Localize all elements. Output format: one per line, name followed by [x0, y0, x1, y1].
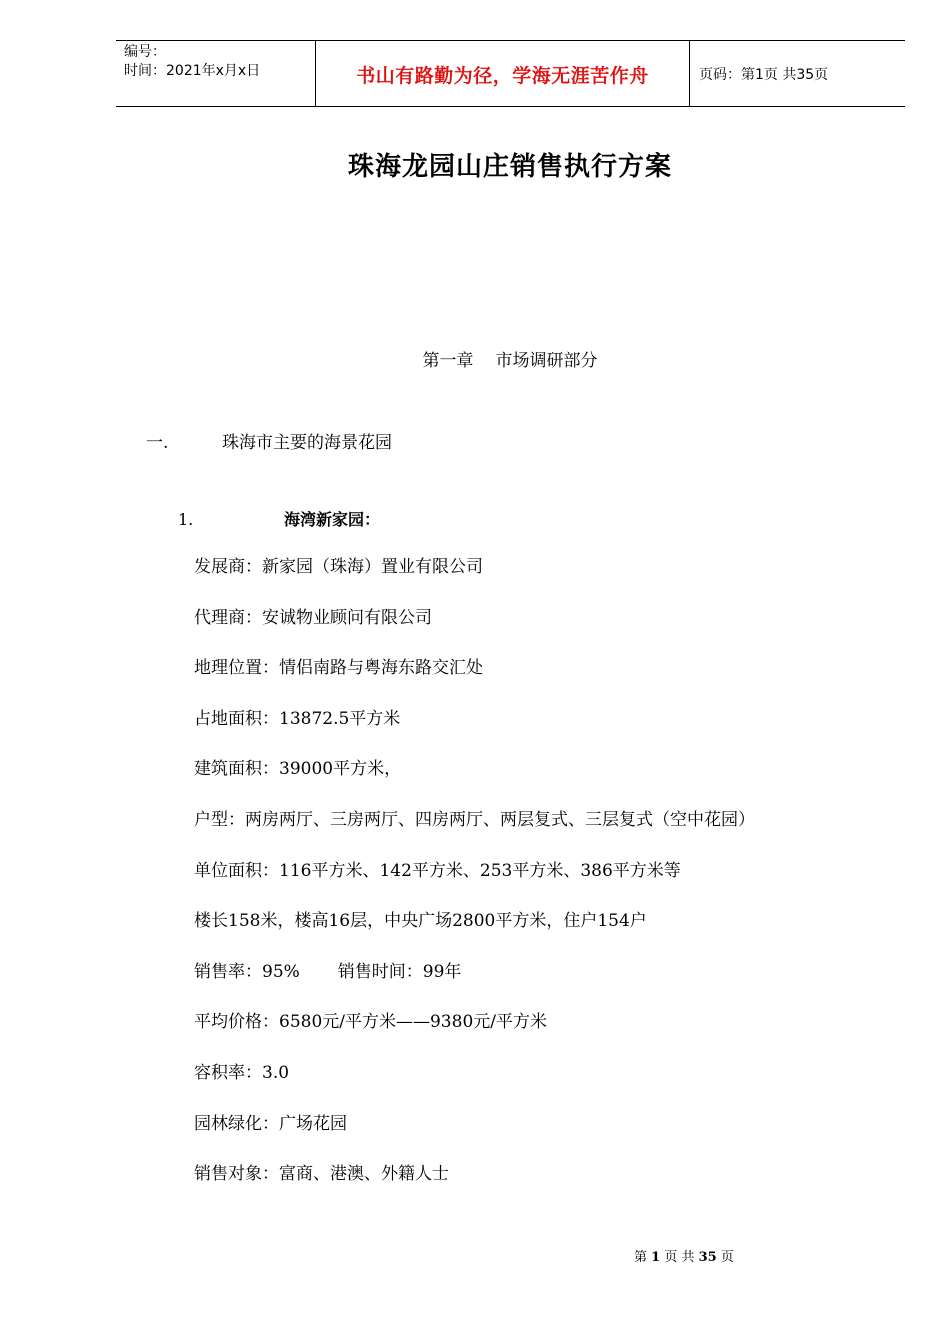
- chapter-number: 第一章: [422, 351, 474, 371]
- info-line: 户型：两房两厅、三房两厅、四房两厅、两层复式、三层复式（空中花园）: [194, 809, 755, 830]
- header-meta-cell: [116, 41, 316, 106]
- footer-suffix: 页: [720, 1250, 734, 1265]
- subsection-name: 海湾新家园：: [284, 510, 381, 529]
- page-header: [116, 40, 905, 107]
- footer-page-number: 1: [651, 1250, 661, 1265]
- info-line: 容积率：3.0: [194, 1062, 290, 1083]
- chapter-heading: [0, 346, 950, 371]
- info-line: 建筑面积：39000平方米，: [194, 759, 402, 780]
- info-line: 平均价格：6580元/平方米——9380元/平方米: [194, 1012, 547, 1033]
- subsection-heading: [178, 507, 380, 530]
- info-line: 园林绿化：广场花园: [194, 1113, 347, 1134]
- header-page-cell: [690, 41, 905, 106]
- info-line-sales: [194, 961, 755, 1012]
- info-line: 地理位置：情侣南路与粤海东路交汇处: [194, 658, 483, 679]
- time-label: 时间：2021年x月x日: [124, 63, 261, 79]
- info-line: 发展商：新家园（珠海）置业有限公司: [194, 557, 483, 577]
- info-line: 单位面积：116平方米、142平方米、253平方米、386平方米等: [194, 860, 681, 881]
- footer-middle: 页 共: [664, 1250, 695, 1265]
- header-motto-cell: [316, 41, 690, 106]
- footer-total-pages: 35: [698, 1250, 717, 1265]
- subsection-number: 1.: [178, 510, 194, 529]
- document-title: 珠海龙园山庄销售执行方案: [347, 152, 672, 182]
- footer-prefix: 第: [634, 1250, 648, 1265]
- sales-time: 销售时间：99年: [337, 961, 462, 982]
- serial-label: 编号：: [124, 44, 166, 60]
- section-heading: [146, 428, 392, 453]
- info-line: 楼长158米，楼高16层，中央广场2800平方米，住户154户: [194, 911, 647, 932]
- page-footer: [634, 1246, 734, 1265]
- info-line: 销售对象：富商、港澳、外籍人士: [194, 1164, 449, 1185]
- sales-rate: 销售率：95%: [194, 961, 300, 982]
- info-line: 代理商：安诚物业顾问有限公司: [194, 607, 432, 628]
- property-info-list: [194, 556, 755, 1214]
- section-number: 一.: [146, 433, 169, 453]
- chapter-name: 市场调研部分: [495, 351, 598, 371]
- page-info: 页码：第1页 共35页: [699, 66, 829, 83]
- motto-text: 书山有路勤为径，学海无涯苦作舟: [356, 65, 649, 87]
- section-name: 珠海市主要的海景花园: [222, 433, 392, 453]
- info-line: 占地面积：13872.5平方米: [194, 708, 401, 729]
